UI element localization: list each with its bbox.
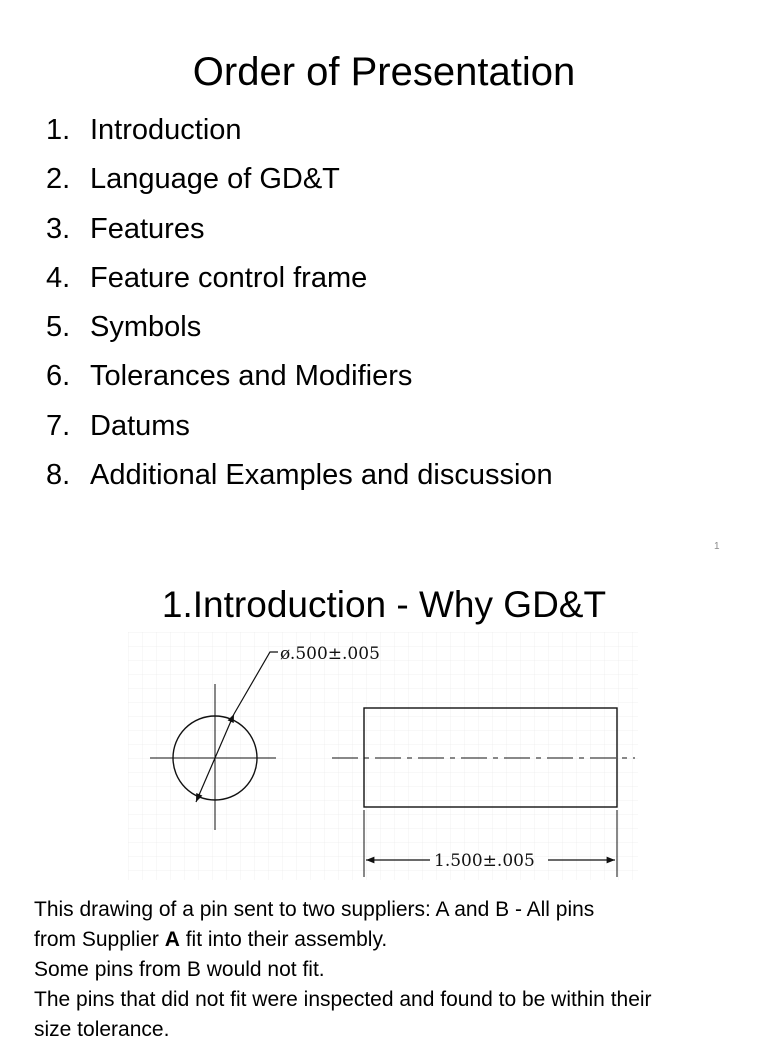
list-item: [46, 451, 553, 500]
item-text: Symbols: [90, 311, 202, 344]
item-text: Additional Examples and discussion: [90, 459, 553, 492]
list-item: [46, 402, 553, 451]
list-item: [46, 205, 553, 254]
list-item: [46, 352, 553, 401]
description-line: The pins that did not fit were inspected and found to be within their: [34, 988, 652, 1011]
item-number: 8.: [46, 459, 71, 492]
description-line: [34, 925, 754, 955]
list-item: [46, 254, 553, 303]
list-item: [46, 303, 553, 352]
item-number: 2.: [46, 163, 71, 196]
item-text: Feature control frame: [90, 261, 368, 294]
slide-title: Order of Presentation: [192, 50, 576, 94]
list-item: [46, 155, 553, 204]
item-number: 3.: [46, 212, 71, 245]
description-fragment: fit into their assembly.: [179, 928, 388, 951]
slide-title: 1.Introduction - Why GD&T: [161, 584, 607, 625]
item-text: Tolerances and Modifiers: [90, 360, 413, 393]
agenda-list: [46, 106, 553, 500]
item-number: 6.: [46, 360, 71, 393]
description-line: Some pins from B would not fit.: [34, 958, 325, 981]
diameter-dimension: ø.500±.005: [280, 644, 380, 664]
item-text: Introduction: [90, 114, 242, 146]
description-text: [34, 895, 754, 1045]
pin-technical-drawing: [128, 632, 638, 880]
slide-page-number: 1: [714, 541, 720, 552]
item-text: Language of GD&T: [90, 163, 340, 196]
description-line: size tolerance.: [34, 1018, 170, 1041]
supplier-a-bold: A: [164, 928, 180, 951]
item-number: 7.: [46, 409, 71, 442]
list-item: [46, 106, 553, 155]
item-number: 5.: [46, 311, 71, 344]
item-number: 4.: [46, 261, 71, 294]
description-line: This drawing of a pin sent to two suppliers: A and B - All pins: [34, 898, 595, 921]
item-number: 1.: [46, 114, 71, 146]
slide-introduction: [0, 560, 768, 1041]
item-text: Datums: [90, 409, 190, 442]
drawing-grid: [128, 632, 638, 880]
item-text: Features: [90, 212, 205, 245]
description-fragment: from Supplier: [34, 928, 165, 951]
length-dimension: 1.500±.005: [434, 851, 535, 871]
